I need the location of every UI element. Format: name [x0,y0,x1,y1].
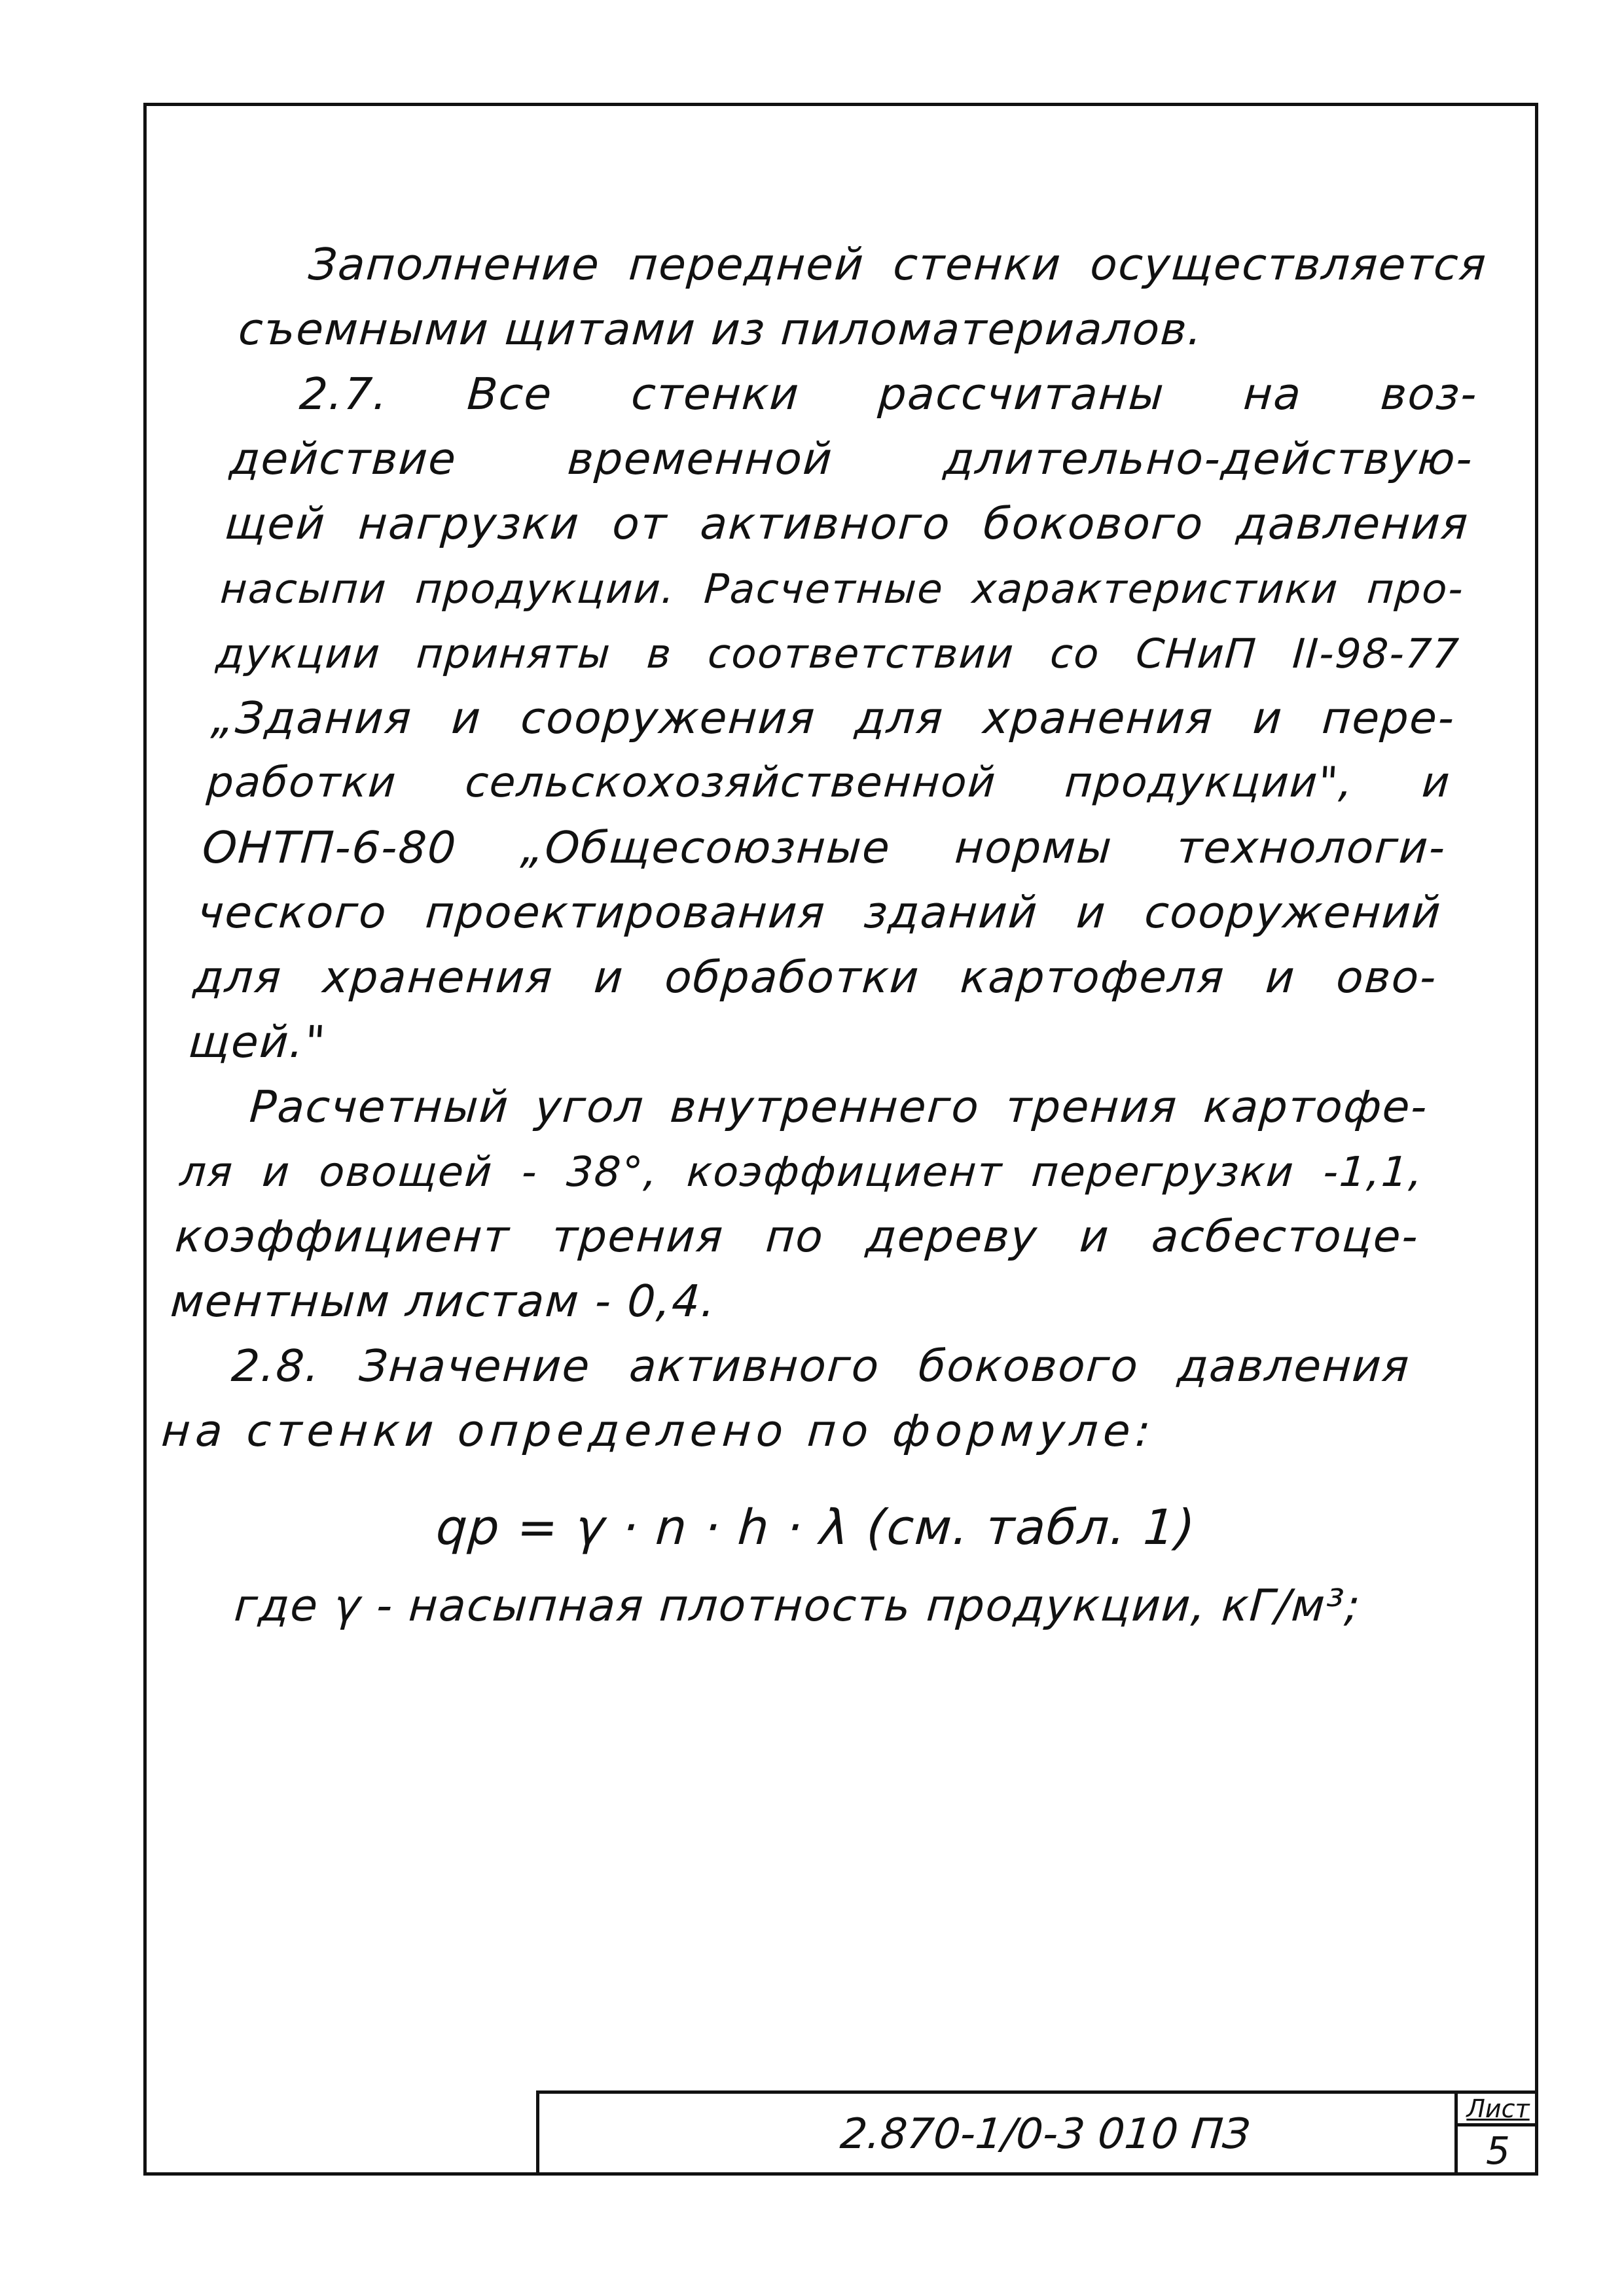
text-line-11: ческого проектирования зданий и сооружений [196,887,1444,938]
text-line-19: на стенки определено по формуле: [160,1405,1158,1456]
text-line-7: дукции приняты в соответствии со СНиП II-98-77 [214,630,1462,677]
text-line-13: щей." [187,1016,329,1067]
text-line-9: работки сельскохозяйственной продукции", и [205,759,1453,807]
title-block [536,2090,1538,2176]
pressure-formula: qp = γ · n · h · λ (см. табл. 1) [434,1499,1199,1556]
sheet-number-cell [1454,2094,1538,2176]
text-line-14: Расчетный угол внутреннего трения картофе- [247,1081,1430,1132]
text-line-15: ля и овощей - 38°, коэффициент перегрузки -1,1, [178,1148,1426,1196]
text-line-8: „Здания и сооружения для хранения и пере- [209,692,1457,744]
formula-where-line: где γ - насыпная плотность продукции, кГ/м³; [232,1580,1363,1631]
text-line-17: ментным листам - 0,4. [169,1276,719,1327]
text-line-18: 2.8. Значение активного бокового давления [230,1340,1412,1391]
text-line-4: действие временной длительно-действую- [228,433,1475,484]
text-line-5: щей нагрузки от активного бокового давления [223,498,1471,549]
text-line-6: насыпи продукции. Расчетные характеристики про- [219,565,1466,613]
text-line-10: ОНТП-6-80 „Общесоюзные нормы технологи- [200,822,1448,873]
sheet-number: 5 [1486,2128,1510,2173]
text-line-12: для хранения и обработки картофеля и ово- [191,952,1439,1003]
document-code: 2.870-1/0-3 010 ПЗ [838,2110,1252,2159]
handwritten-text-body [147,232,1489,1638]
text-line-2: съемными щитами из пиломатериалов. [236,304,1205,355]
text-line-3: 2.7. Все стенки рассчитаны на воз- [298,368,1480,420]
text-line-1: Заполнение передней стенки осуществляется [306,239,1489,290]
text-line-16: коэффициент трения по дереву и асбестоце- [173,1211,1421,1262]
sheet-label: Лист [1458,2094,1538,2126]
